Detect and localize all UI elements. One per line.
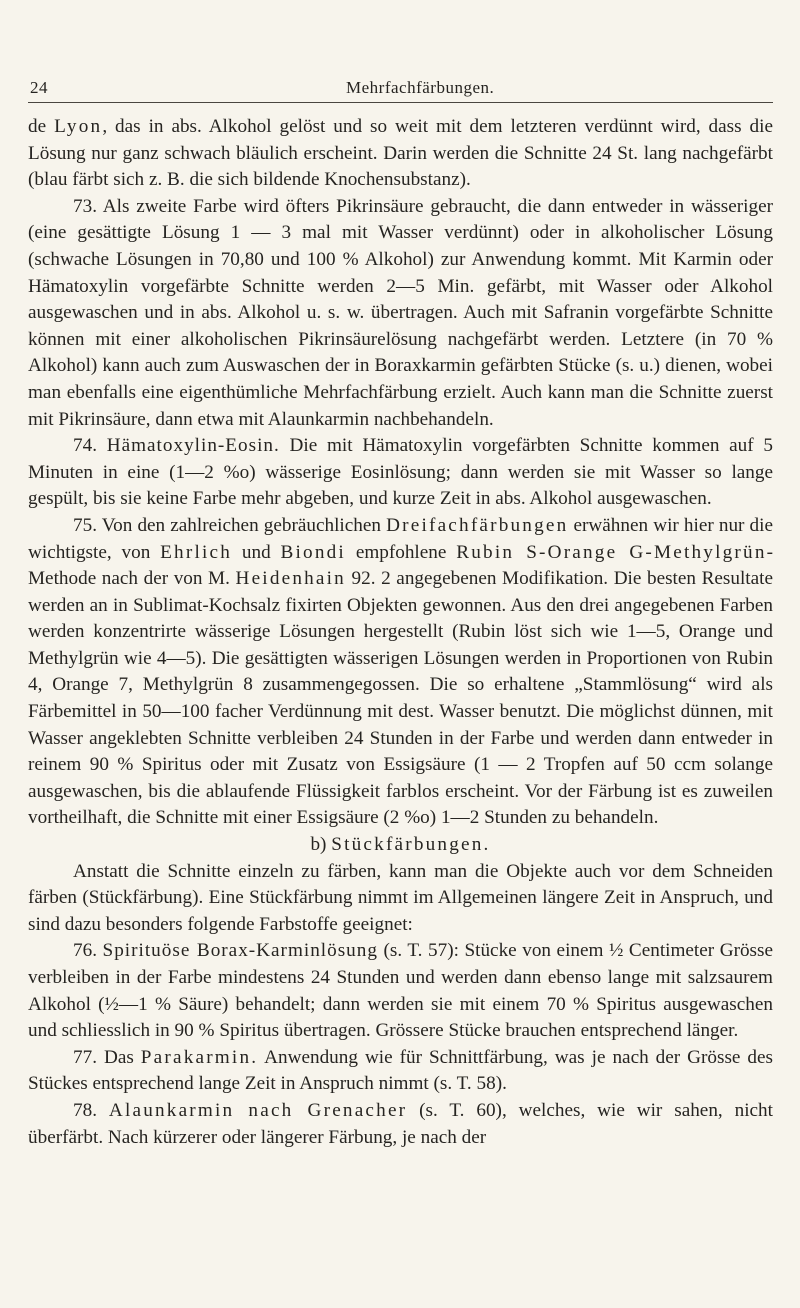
header-rule <box>28 102 773 103</box>
author-lyon: Lyon <box>54 116 103 137</box>
paragraph-76: 76. Spirituöse Borax-Karminlösung (s. T. 57): Stücke von einem ½ Centimeter Grösse verbleiben in der Farbe mindestens 24 Stunden und werden dann ebenso lange mit salzsaurem Alkohol (½—1 % Säure) behandelt; dann werden sie mit einem 70 % Spiritus ausgewaschen und schliesslich in 90 % Spiritus übertragen. Grössere Stücke brauchen entsprechend länger. <box>28 940 773 1042</box>
paragraph-77: 77. Das Parakarmin. Anwendung wie für Schnittfärbung, was je nach der Grösse des Stückes entsprechend lange Zeit in Anspruch nimmt (s. T. 58). <box>28 1046 773 1095</box>
term-haematoxylin-eosin: Hämatoxylin-Eosin. <box>106 435 280 457</box>
paragraph-intro: Anstatt die Schnitte einzeln zu färben, kann man die Objekte auch vor dem Schneiden färben (Stückfärbung). Eine Stückfärbung nimmt im Allgemeinen längere Zeit in Anspruch, und sind dazu besonders folgende Farbstoffe geeignet: <box>28 860 773 935</box>
page-header <box>28 74 773 104</box>
paragraph-78: 78. Alaunkarmin nach Grenacher (s. T. 60), welches, wie wir sahen, nicht überfärbt. Nach kürzerer oder längerer Färbung, je nach der <box>28 1099 773 1148</box>
running-title: Mehrfachfärbungen. <box>346 78 495 97</box>
term-rubin-orange-methylgruen: Rubin S-Orange G-Methylgrün <box>456 541 767 563</box>
page-number: 24 <box>30 78 48 97</box>
author-heidenhain: Heidenhain <box>235 568 346 590</box>
page-body <box>28 114 773 1151</box>
term-borax-karmin: Spirituöse Borax-Karminlösung <box>102 940 378 962</box>
paragraph-74: 74. Hämatoxylin-Eosin. Die mit Hämatoxylin vorgefärbten Schnitte kommen auf 5 Minuten in eine (1—2 %o) wässerige Eosinlösung; dann werden sie mit Wasser so lange gespült, bis sie keine Farbe mehr abgeben, und kurze Zeit in abs. Alkohol ausgewaschen. <box>28 435 773 510</box>
paragraph-75: 75. Von den zahlreichen gebräuchlichen Dreifachfärbungen erwähnen wir hier nur die wichtigste, von Ehrlich und Biondi empfohlene Rubin S-Orange G-Methylgrün-Methode nach der von M. Heidenhain 92. 2 angegebenen Modifikation. Die besten Resultate werden an in Sublimat-Kochsalz fixirten Objekten gewonnen. Aus den drei angegebenen Farben werden konzentrirte wässerige Lösungen hergestellt (Rubin löst sich wie 1—5, Orange und Methylgrün wie 4—5). Die gesättigten wässerigen Lösungen werden in Proportionen von Rubin 4, Orange 7, Methylgrün 8 zusammengegossen. Die so erhaltene „Stammlösung“ wird als Färbemittel in 50—100 facher Verdünnung mit dest. Wasser benutzt. Die möglichst dünnen, mit Wasser angeklebten Schnitte verbleiben 24 Stunden in der Farbe und werden dann entweder in reinem 90 % Spiritus oder mit Zusatz von Essigsäure (1 — 2 Tropfen auf 50 ccm solange ausgewaschen, bis die ablaufende Flüssigkeit farblos erscheint. Vor der Färbung ist es zuweilen vortheilhaft, die Schnitte mit einer Essigsäure (2 %o) 1—2 Stunden zu behandeln. <box>28 514 773 829</box>
term-dreifachfaerbungen: Dreifachfärbungen <box>386 514 569 536</box>
term-parakarmin: Parakarmin. <box>140 1046 259 1068</box>
term-alaunkarmin: Alaunkarmin nach Grenacher <box>108 1099 408 1121</box>
paragraph-73: 73. Als zweite Farbe wird öfters Pikrinsäure gebraucht, die dann entweder in wässeriger (eine gesättigte Lösung 1 — 3 mal mit Wasser verdünnt) oder in alkoholischer Lösung (schwache Lösungen in 70,80 und 100 % Alkohol) zur Anwendung kommt. Mit Karmin oder Hämatoxylin vorgefärbte Schnitte werden 2—5 Min. gefärbt, mit Wasser oder Alkohol ausgewaschen und in abs. Alkohol u. s. w. übertragen. Auch mit Safranin vorgefärbte Schnitte können mit einer alkoholischen Pikrinsäurelösung nachgefärbt werden. Letztere (in 70 % Alkohol) kann auch zum Auswaschen der in Boraxkarmin gefärbten Stücke (s. u.) dienen, wobei man ebenfalls eine eigenthümliche Mehrfachfärbung erzielt. Auch kann man die Schnitte zuerst mit Pikrinsäure, dann etwa mit Alaunkarmin nachbehandeln. <box>28 195 773 430</box>
paragraph-continuation: de Lyon, das in abs. Alkohol gelöst und so weit mit dem letzteren verdünnt wird, dass die Lösung nur ganz schwach bläulich erscheint. Darin werden die Schnitte 24 St. lang nachgefärbt (blau färbt sich z. B. die sich bildende Knochensubstanz). <box>28 116 773 191</box>
author-biondi: Biondi <box>280 541 346 563</box>
section-heading: b) Stückfärbungen. <box>310 834 491 856</box>
author-ehrlich: Ehrlich <box>160 541 233 563</box>
